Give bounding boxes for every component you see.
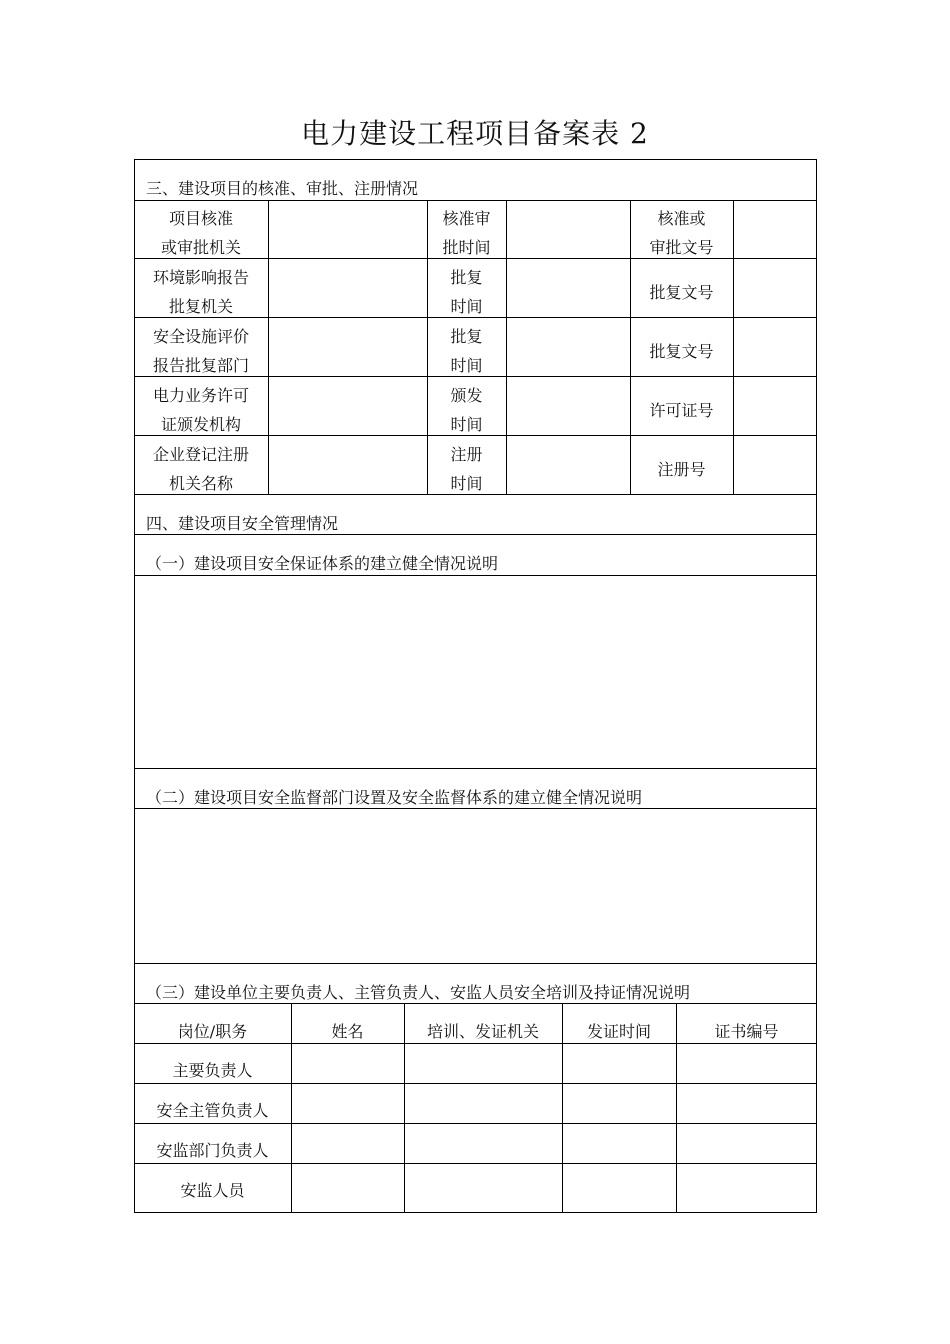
header-certificate-number: 证书编号 [714, 1022, 779, 1041]
row-divider [134, 768, 817, 769]
subsection1-heading: （一）建设项目安全保证体系的建立健全情况说明 [146, 554, 499, 573]
role-safety-supervisor: 安全主管负责人 [156, 1101, 269, 1120]
registration-number-label: 注册号 [657, 460, 706, 479]
page-title: 电力建设工程项目备案表 2 [301, 117, 649, 150]
license-time-value[interactable] [507, 377, 629, 434]
license-number-label: 许可证号 [649, 401, 714, 420]
approval-time-label-2: 批时间 [442, 238, 491, 257]
header-position: 岗位/职务 [177, 1022, 248, 1041]
role-safety-staff: 安监人员 [180, 1181, 245, 1200]
section3-heading: 三、建设项目的核准、审批、注册情况 [146, 179, 419, 198]
registration-authority-label-2: 机关名称 [168, 474, 233, 493]
eia-number-value[interactable] [734, 259, 816, 316]
eia-time-label-1: 批复 [450, 268, 483, 287]
header-issue-date: 发证时间 [586, 1022, 651, 1041]
registration-time-value[interactable] [507, 436, 629, 493]
registration-time-label-1: 注册 [450, 445, 483, 464]
approval-number-value[interactable] [734, 201, 816, 257]
license-issuer-value[interactable] [269, 377, 426, 434]
eia-number-label: 批复文号 [649, 283, 714, 302]
safety-eval-time-value[interactable] [507, 318, 629, 375]
license-issuer-label-1: 电力业务许可 [152, 386, 249, 405]
license-time-label-2: 时间 [450, 415, 483, 434]
approval-authority-label-2: 或审批机关 [160, 238, 241, 257]
approval-authority-value[interactable] [269, 201, 426, 257]
approval-number-label-1: 核准或 [657, 209, 706, 228]
safety-eval-time-label-1: 批复 [450, 327, 483, 346]
eia-authority-value[interactable] [269, 259, 426, 316]
role-main-leader: 主要负责人 [172, 1061, 253, 1080]
safety-eval-number-label: 批复文号 [649, 342, 714, 361]
eia-time-value[interactable] [507, 259, 629, 316]
section4-heading: 四、建设项目安全管理情况 [146, 514, 339, 533]
safety-eval-dept-label-1: 安全设施评价 [152, 327, 249, 346]
approval-time-label-1: 核准审 [442, 209, 491, 228]
header-issuing-authority: 培训、发证机关 [426, 1022, 539, 1041]
registration-time-label-2: 时间 [450, 474, 483, 493]
safety-supervision-description-area[interactable] [135, 809, 816, 962]
registration-authority-value[interactable] [269, 436, 426, 493]
row-divider [134, 963, 817, 964]
eia-authority-label-2: 批复机关 [168, 297, 233, 316]
safety-guarantee-description-area[interactable] [135, 576, 816, 767]
license-issuer-label-2: 证颁发机构 [160, 415, 241, 434]
eia-time-label-2: 时间 [450, 297, 483, 316]
license-number-value[interactable] [734, 377, 816, 434]
eia-authority-label-1: 环境影响报告 [152, 268, 249, 287]
safety-eval-time-label-2: 时间 [450, 356, 483, 375]
subsection2-heading: （二）建设项目安全监督部门设置及安全监督体系的建立健全情况说明 [146, 788, 643, 807]
header-name: 姓名 [331, 1022, 364, 1041]
role-safety-dept-head: 安监部门负责人 [156, 1141, 269, 1160]
subsection3-heading: （三）建设单位主要负责人、主管负责人、安监人员安全培训及持证情况说明 [146, 983, 691, 1002]
safety-eval-dept-label-2: 报告批复部门 [152, 356, 249, 375]
approval-time-value[interactable] [507, 201, 629, 257]
approval-authority-label-1: 项目核准 [168, 209, 233, 228]
safety-eval-dept-value[interactable] [269, 318, 426, 375]
registration-number-value[interactable] [734, 436, 816, 493]
safety-eval-number-value[interactable] [734, 318, 816, 375]
approval-number-label-2: 审批文号 [649, 238, 714, 257]
license-time-label-1: 颁发 [450, 386, 483, 405]
registration-authority-label-1: 企业登记注册 [152, 445, 249, 464]
